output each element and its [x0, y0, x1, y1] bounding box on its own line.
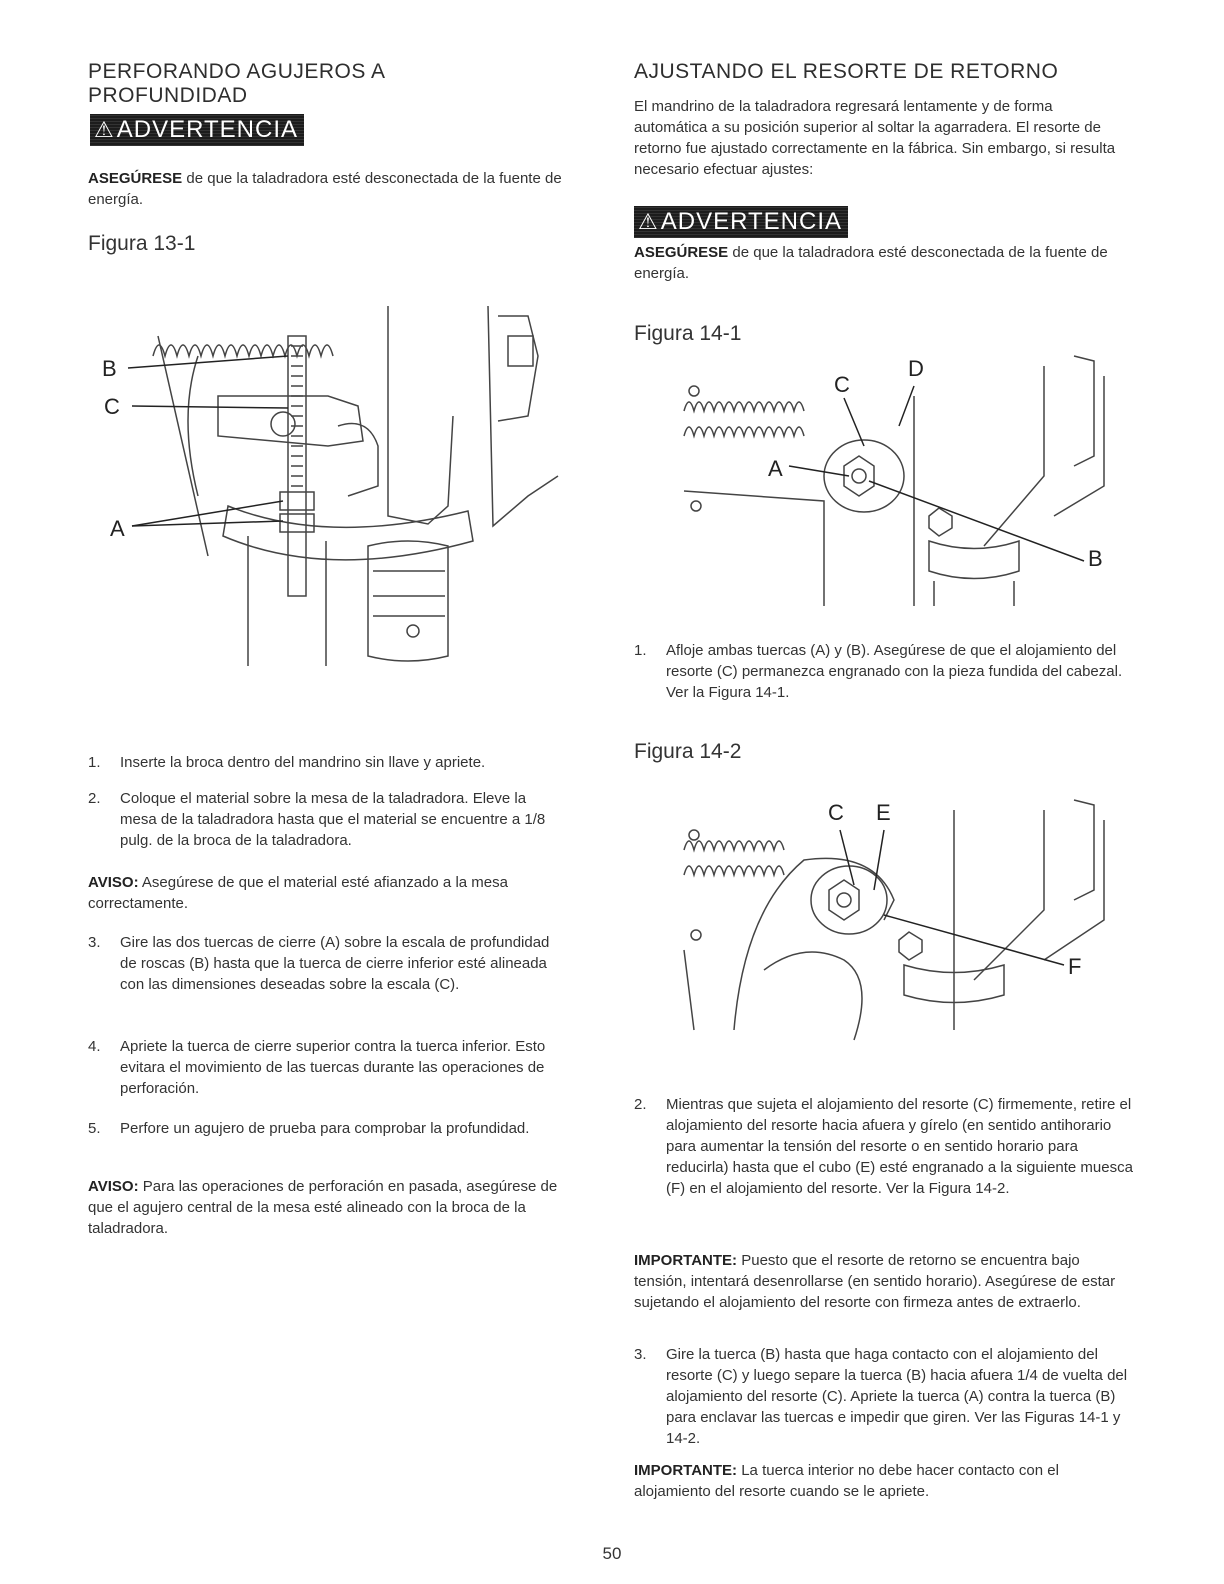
- figure-14-1-illustration: [674, 316, 1134, 616]
- list-item: 2. Mientras que sujeta el alojamiento del resorte (C) firmemente, retire el alojamiento del resorte hacia afuera y gírelo (en sentido antihorario para aumentar la tensión del resorte o en sentido horario para reducirla) hasta que el cubo (E) esté engranado a la siguiente muesca (F) en el alojamiento del resorte. Ver la Figura 14-2.: [634, 1096, 1133, 1197]
- figure-13-1-title: Figura 13-1: [88, 232, 196, 255]
- warning-badge-label: ADVERTENCIA: [116, 116, 298, 143]
- warning-body: de que la taladradora esté desconectada de la fuente de energía.: [634, 244, 1108, 282]
- list-item: 4. Apriete la tuerca de cierre superior contra la tuerca inferior. Esto evitara el movimiento de las tuercas durante las operaciones de perforación.: [88, 1038, 546, 1097]
- figure-14-1-label-b: B: [1088, 546, 1103, 571]
- warning-body: de que la taladradora esté desconectada de la fuente de energía.: [88, 170, 562, 208]
- figure-14-2-label-f: F: [1068, 954, 1082, 979]
- section-title-depth-drilling: PERFORANDO AGUJEROS A PROFUNDIDAD: [88, 60, 385, 107]
- figure-14-2-label-e: E: [876, 800, 891, 825]
- page-number: 50: [602, 1544, 622, 1563]
- warning-text: [88, 168, 564, 210]
- spring-housing-diagram: [674, 316, 1134, 616]
- warning-badge: [634, 206, 848, 238]
- note-aviso-1: AVISO: Asegúrese de que el material esté afianzado a la mesa correctamente.: [88, 874, 508, 912]
- note-importante-2: IMPORTANTE: La tuerca interior no debe hacer contacto con el alojamiento del resorte cuando se le apriete.: [634, 1462, 1059, 1500]
- list-item: 1. Inserte la broca dentro del mandrino sin llave y apriete.: [88, 754, 486, 771]
- warning-text: [634, 242, 1124, 284]
- list-item: 1. Afloje ambas tuercas (A) y (B). Asegúrese de que el alojamiento del resorte (C) permanezca engranado con la pieza fundida del cabezal. Ver la Figura 14-1.: [634, 642, 1123, 701]
- figure-13-1-label-c: C: [104, 394, 120, 419]
- figure-14-1-label-c: C: [834, 372, 850, 397]
- drill-press-depth-stop-diagram: [88, 296, 588, 676]
- figure-14-1-label-d: D: [908, 356, 924, 381]
- warning-lead: ASEGÚRESE: [88, 170, 183, 187]
- figure-14-1-title: Figura 14-1: [634, 322, 742, 345]
- warning-badge: [90, 114, 304, 146]
- list-item: 3. Gire la tuerca (B) hasta que haga contacto con el alojamiento del resorte (C) y luego separe la tuerca (B) hacia afuera 1/4 de vuelta del alojamiento del resorte (C). Apriete la tuerca (A) contra la tuerca (B) para enclavar las tuercas e impedir que giren. Ver las Figuras 14-1 y 14-2.: [634, 1346, 1128, 1447]
- figure-13-1-label-b: B: [102, 356, 117, 381]
- note-aviso-2: AVISO: Para las operaciones de perforación en pasada, asegúrese de que el agujero central de la mesa esté alineado con la broca de la taladradora.: [88, 1178, 558, 1237]
- return-spring-intro: El mandrino de la taladradora regresará lentamente y de forma automática a su posición superior al soltar la agarradera. El resorte de retorno fue ajustado correctamente en la fábrica. Sin embargo, si resulta necesario efectuar ajustes:: [634, 98, 1116, 178]
- figure-14-1-label-a: A: [768, 456, 783, 481]
- warning-triangle-icon: ⚠: [94, 117, 115, 142]
- list-item: 2. Coloque el material sobre la mesa de la taladradora. Eleve la mesa de la taladradora hasta que el material se encuentre a 1/8 pulg. de la broca de la taladradora.: [88, 790, 546, 849]
- figure-14-2-label-c: C: [828, 800, 844, 825]
- warning-badge-label: ADVERTENCIA: [660, 208, 842, 235]
- note-importante-1: IMPORTANTE: Puesto que el resorte de retorno se encuentra bajo tensión, intentará desenrollarse (en sentido horario). Asegúrese de estar sujetando el alojamiento del resorte con firmeza antes de extraerlo.: [634, 1252, 1116, 1311]
- figure-13-1-illustration: [88, 296, 588, 676]
- spring-adjustment-hand-diagram: [674, 790, 1134, 1050]
- figure-14-2-title: Figura 14-2: [634, 740, 742, 763]
- figure-14-2-illustration: [674, 790, 1134, 1050]
- list-item: 5. Perfore un agujero de prueba para comprobar la profundidad.: [88, 1120, 530, 1137]
- list-item: 3. Gire las dos tuercas de cierre (A) sobre la escala de profundidad de roscas (B) hasta que la tuerca de cierre inferior esté alineada con las dimensiones deseadas sobre la escala (C).: [88, 934, 550, 993]
- warning-lead: ASEGÚRESE: [634, 244, 729, 261]
- warning-triangle-icon: ⚠: [638, 209, 659, 234]
- section-title-return-spring: AJUSTANDO EL RESORTE DE RETORNO: [634, 60, 1059, 83]
- figure-13-1-label-a: A: [110, 516, 125, 541]
